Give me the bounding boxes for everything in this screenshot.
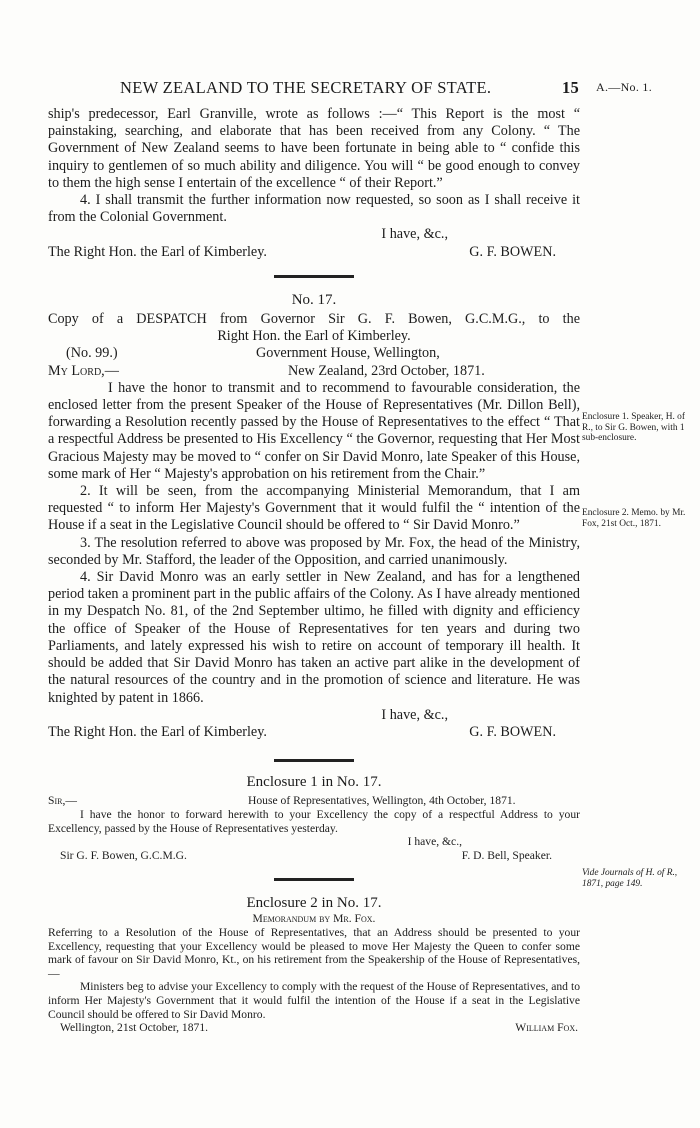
enclosure-1-heading: Enclosure 1 in No. 17. [246,774,382,791]
paper-reference: A.—No. 1. [596,80,653,94]
signature: G. F. BOWEN. [469,243,556,260]
despatch-date: New Zealand, 23rd October, 1871. [288,362,485,379]
page-body [48,106,580,1035]
addressee: The Right Hon. the Earl of Kimberley. [48,243,267,260]
enclosure-1-place: House of Representatives, Wellington, 4th October, 1871. [248,794,516,808]
enclosure-2-para-2: Ministers beg to advise your Excellency to comply with the request of the House of Representatives, and to inform Her Majesty's Government that it would fulfil the intention of the House if a seat in the Legislative Council should be offered to Sir David Monro. [48,980,580,1021]
enclosure-2-date: Wellington, 21st October, 1871. [60,1021,209,1035]
enclosure-2-heading: Enclosure 2 in No. 17. [246,895,382,912]
signature-line [48,244,580,261]
salutation-line [48,363,580,380]
page-number: 15 [562,78,580,97]
despatch-para-2: 2. It will be seen, from the accompanying Ministerial Memorandum, that I am requested “ to inform Her Majesty's Government that it would fulfil the “ intention of the House if a seat in the Legislative Council should be offered to “ Sir David Monro.” [48,483,580,534]
enclosure-2-para-1: Referring to a Resolution of the House of Representatives, that an Address should be presented to your Excellency, requesting that your Excellency would be pleased to move Her Majesty the Queen to confer some mark of favour on Sir David Monro, Kt., on his retirement from the Speakership of the House of Representatives,— [48,926,580,980]
despatch-number: No. 17. [291,291,337,308]
salutation: My Lord,— [48,362,119,379]
addressee-2: The Right Hon. the Earl of Kimberley. [48,723,267,740]
despatch-title-2: Right Hon. the Earl of Kimberley. [217,328,411,345]
despatch-para-4: 4. Sir David Monro was an early settler in New Zealand, and has for a lengthened period taken a prominent part in the public affairs of the Colony. As I have already mentioned in my Despatch No. 81, of the 2nd September ultimo, he filled with dignity and efficiency the office of Speaker of the House of Representatives for ten years and during two Parliaments, and lately expressed his wish to retire on account of temporary ill health. It should be added that Sir David Monro has taken an active part alike in the development of the natural resources of the country and in the promotion of science and literature. He was knighted by patent in 1866. [48,569,580,706]
enclosure-2-signature-line [48,1021,580,1035]
enclosure-1-addressee: Sir G. F. Bowen, G.C.M.G. [60,848,187,862]
header-title: NEW ZEALAND TO THE SECRETARY OF STATE. [120,78,492,97]
enclosure-1-salutation: Sir,— [48,794,77,808]
enclosure-2-subheading: Memorandum by Mr. Fox. [252,912,376,926]
enclosure-2 [48,926,580,1035]
despatch-para-3: 3. The resolution referred to above was proposed by Mr. Fox, the head of the Ministry, seconded by Mr. Stafford, the leader of the Opposition, and carried unanimously. [48,534,580,568]
signature-line-2 [48,724,580,741]
despatch-para-1: I have the honor to transmit and to recommend to favourable consideration, the enclosed letter from the present Speaker of the House of Representatives (Mr. Dillon Bell), forwarding a Resolution recently passed by the House of Representatives to the effect “ That a respectful Address be presented to His Excellency “ the Governor, requesting that Her Most Gracious Majesty may be moved to “ confer on Sir David Monro, late Speaker of this House, some mark of Her “ Majesty's approbation on his retirement from the Chair.” [48,379,580,482]
margin-note-journals: Vide Journals of H. of R., 1871, page 149. [582,868,678,889]
despatch-title: Copy of a DESPATCH from Governor Sir G. F. Bowen, G.C.M.G., to the [48,311,580,328]
despatch-place: Government House, Wellington, [256,345,440,362]
despatch-ref: (No. 99.) [66,345,118,362]
continued-paragraph: ship's predecessor, Earl Granville, wrote as follows :—“ This Report is the most “ painstaking, searching, and elaborate that has been received from any Colony. “ The Government of New Zealand seems to have been fortunate in being able to “ confide this inquiry to gentlemen of so much ability and diligence. You will “ be good enough to convey to them the high sense I entertain of the excellence “ of their Report.” [48,106,580,191]
enclosure-1-signature-line [48,849,580,863]
running-header [120,78,680,98]
paragraph-4: 4. I shall transmit the further information now requested, so soon as I shall receive it from the Colonial Government. [48,192,580,226]
enclosure-1-header-line [48,794,580,808]
closing-formula-2: I have, &c., [381,706,448,723]
closing-formula: I have, &c., [381,226,448,243]
margin-note-enclosure-1: Enclosure 1. Speaker, H. of R., to Sir G. Bowen, with 1 sub-enclosure. [582,412,685,443]
margin-note-enclosure-2: Enclosure 2. Memo. by Mr. Fox, 21st Oct., 1871. [582,508,686,529]
enclosure-1-signature: F. D. Bell, Speaker. [461,848,552,862]
signature-2: G. F. BOWEN. [469,723,556,740]
section-divider-3 [274,878,354,881]
enclosure-1-closing: I have, &c., [407,835,462,849]
section-divider-2 [274,759,354,762]
section-divider [274,275,354,278]
enclosure-1-text: I have the honor to forward herewith to your Excellency the copy of a respectful Address to your Excellency, passed by the House of Representatives yesterday. [48,807,580,835]
enclosure-1 [48,794,580,862]
enclosure-2-signature: William Fox. [515,1021,578,1035]
despatch-number-line [48,345,580,362]
